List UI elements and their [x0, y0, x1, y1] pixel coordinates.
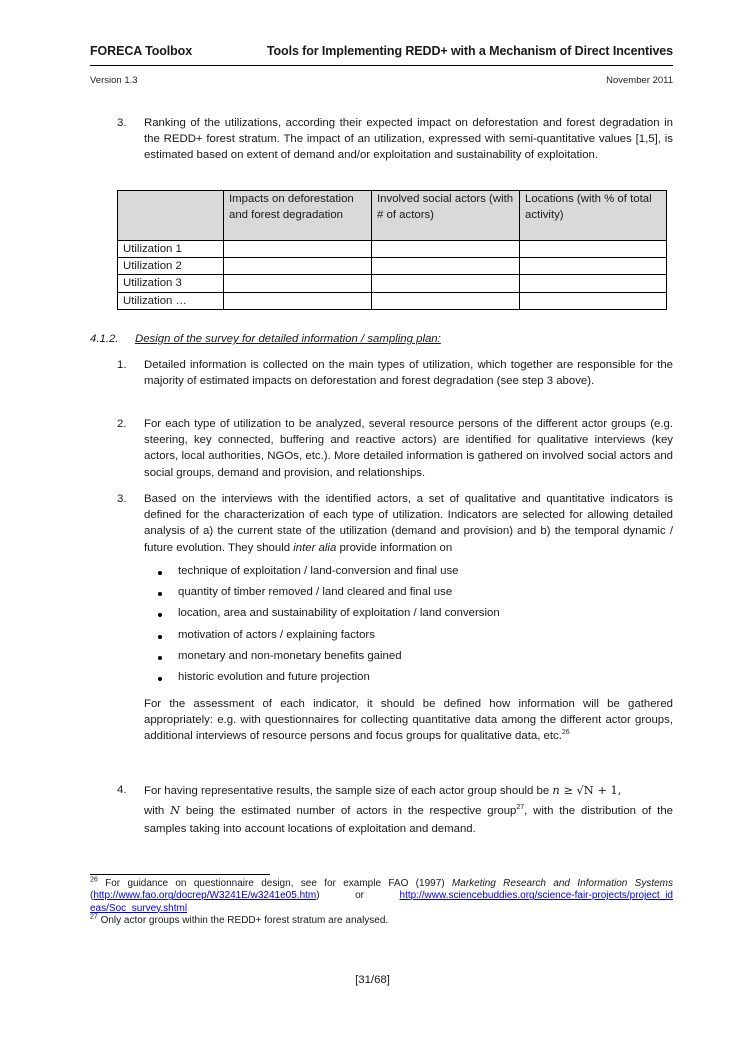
table-cell	[224, 275, 372, 292]
table-row	[118, 241, 667, 258]
fao-link[interactable]: http://www.fao.org/docrep/W3241E/w3241e05.htm	[93, 890, 317, 902]
table-cell: Utilization 1	[118, 241, 224, 258]
footnote-text: Only actor groups within the REDD+ forest stratum are analysed.	[97, 915, 389, 927]
bullet-icon	[158, 635, 162, 639]
header-divider	[90, 65, 673, 66]
table-header-row	[118, 191, 667, 241]
header-left-title: FORECA Toolbox	[90, 44, 193, 58]
footnote-27	[90, 915, 673, 927]
page-subheader	[90, 75, 673, 86]
footnote-paren: (	[90, 890, 94, 902]
table-row	[118, 292, 667, 309]
footnote-ref-26[interactable]: 26	[561, 729, 570, 737]
footnotes	[90, 878, 673, 928]
item-1-text: Detailed information is collected on the main types of utilization, which together are responsible for the majority of estimated impacts on deforestation and forest degradation (see step 3 above).	[144, 359, 673, 388]
assessment-text: For the assessment of each indicator, it should be defined how information will be gathered appropriately: e.g. with questionnaires for collecting quantitative data among the different actor groups, additional interviews of resource persons and focus groups for qualitative data, etc.	[144, 698, 673, 743]
footnote-or: or	[355, 890, 365, 902]
formula-variable-n: n	[552, 783, 560, 797]
formula-variable-N: N	[170, 802, 181, 817]
table-header-cell: Locations (with % of total activity)	[520, 191, 667, 241]
step-3-paragraph	[117, 115, 673, 164]
table-cell	[520, 292, 667, 309]
item-4-text-part: with	[144, 804, 171, 817]
item-3-text	[144, 491, 673, 556]
list-item-text: quantity of timber removed / land cleared and final use	[178, 586, 453, 599]
list-item	[158, 629, 500, 650]
table-cell	[520, 258, 667, 275]
sciencebuddies-link[interactable]: http://www.sciencebuddies.org/science-fair-projects/project_ideas/Soc_survey.shtml	[90, 890, 673, 914]
list-item-text: motivation of actors / explaining factors	[178, 628, 375, 641]
page-number: [31/68]	[355, 974, 390, 986]
table-cell	[372, 275, 520, 292]
list-item	[158, 650, 500, 671]
bullet-icon	[158, 656, 162, 660]
list-item-text: historic evolution and future projection	[178, 670, 370, 683]
list-item	[158, 607, 500, 628]
utilization-table	[117, 190, 667, 310]
table-header-cell: Impacts on deforestation and forest degradation	[224, 191, 372, 241]
bullet-icon	[158, 571, 162, 575]
page-header	[90, 44, 673, 58]
table-cell	[520, 275, 667, 292]
footnote-divider	[90, 874, 270, 875]
footnote-number: 26	[90, 876, 98, 884]
bullet-icon	[158, 677, 162, 681]
table-cell	[224, 258, 372, 275]
item-2-paragraph	[117, 416, 673, 481]
formula-sample-size: ≥ √N + 1,	[559, 783, 622, 797]
item-4-number: 4.	[117, 784, 127, 796]
section-title: Design of the survey for detailed information / sampling plan:	[135, 333, 441, 345]
table-cell: Utilization 2	[118, 258, 224, 275]
step-3-text: Ranking of the utilizations, according their expected impact on deforestation and forest degradation in the REDD+ forest stratum. The impact of an utilization, expressed with semi-quantitative values [1,5], is estimated based on extent of demand and/or exploitation and sustainability of exploitation.	[144, 117, 673, 162]
list-item	[158, 565, 500, 586]
item-4-paragraph	[117, 781, 673, 839]
section-number: 4.1.2.	[90, 333, 119, 345]
item-4-text	[144, 781, 673, 839]
table-header-cell: Involved social actors (with # of actors)	[372, 191, 520, 241]
item-4-text-part: , with the distribution of the samples taking into account locations of exploitation and demand.	[144, 804, 674, 835]
version-label: Version 1.3	[90, 75, 138, 86]
table-cell	[520, 241, 667, 258]
table-cell: Utilization 3	[118, 275, 224, 292]
table-cell	[372, 292, 520, 309]
footnote-ref-27[interactable]: 27	[516, 803, 525, 811]
header-right-title: Tools for Implementing REDD+ with a Mechanism of Direct Incentives	[266, 44, 673, 58]
table-cell	[224, 292, 372, 309]
list-item	[158, 671, 500, 692]
bullet-icon	[158, 592, 162, 596]
item-2-number: 2.	[117, 418, 127, 430]
footnote-paren: )	[316, 890, 320, 902]
table-cell	[372, 241, 520, 258]
table-header-cell	[118, 191, 224, 241]
footnote-number: 27	[90, 913, 98, 921]
table-row	[118, 258, 667, 275]
item-3-text-part: Based on the interviews with the identified actors, a set of qualitative and quantitative indicators is defined for the characterization of each type of utilization. Indicators are selected for allowing detailed analysis of a) the current state of the utilization (demand and provision) and b) the temporal dynamic / future evolution. They should	[144, 493, 673, 554]
date-label: November 2011	[606, 75, 673, 86]
assessment-paragraph	[144, 696, 673, 745]
item-4-text-part: being the estimated number of actors in the respective group	[180, 804, 517, 817]
table-cell	[224, 241, 372, 258]
footnote-26	[90, 878, 673, 915]
item-3-paragraph	[117, 491, 673, 556]
section-heading	[90, 333, 441, 345]
table-cell	[372, 258, 520, 275]
item-4-text-part: For having representative results, the sample size of each actor group should be	[144, 785, 553, 797]
item-2-text: For each type of utilization to be analyzed, several resource persons of the different actor groups (e.g. steering, key connected, buffering and reactive actors) are identified for qualitative interviews (key actors, local authorities, NGOs, etc.). More detailed information is gathered on involved social actors and social groups, demand and provision, and relationships.	[144, 418, 673, 479]
item-3-italic-term: inter alia	[293, 541, 337, 554]
list-item-text: technique of exploitation / land-conversion and final use	[178, 565, 459, 577]
item-1-number: 1.	[117, 359, 127, 371]
item-3-number: 3.	[117, 493, 127, 505]
step-3-number: 3.	[117, 117, 127, 129]
footnote-italic-title: Marketing Research and Information Systems	[451, 878, 673, 889]
footnote-text: For guidance on questionnaire design, see for example FAO (1997)	[97, 878, 452, 889]
item-1-paragraph	[117, 357, 673, 389]
list-item-text: monetary and non-monetary benefits gained	[178, 649, 402, 662]
indicator-bullet-list	[158, 565, 500, 692]
table-row	[118, 275, 667, 292]
list-item	[158, 586, 500, 607]
table-cell: Utilization …	[118, 292, 224, 309]
bullet-icon	[158, 613, 162, 617]
list-item-text: location, area and sustainability of exploitation / land conversion	[178, 607, 500, 620]
item-3-text-part: provide information on	[336, 541, 453, 554]
